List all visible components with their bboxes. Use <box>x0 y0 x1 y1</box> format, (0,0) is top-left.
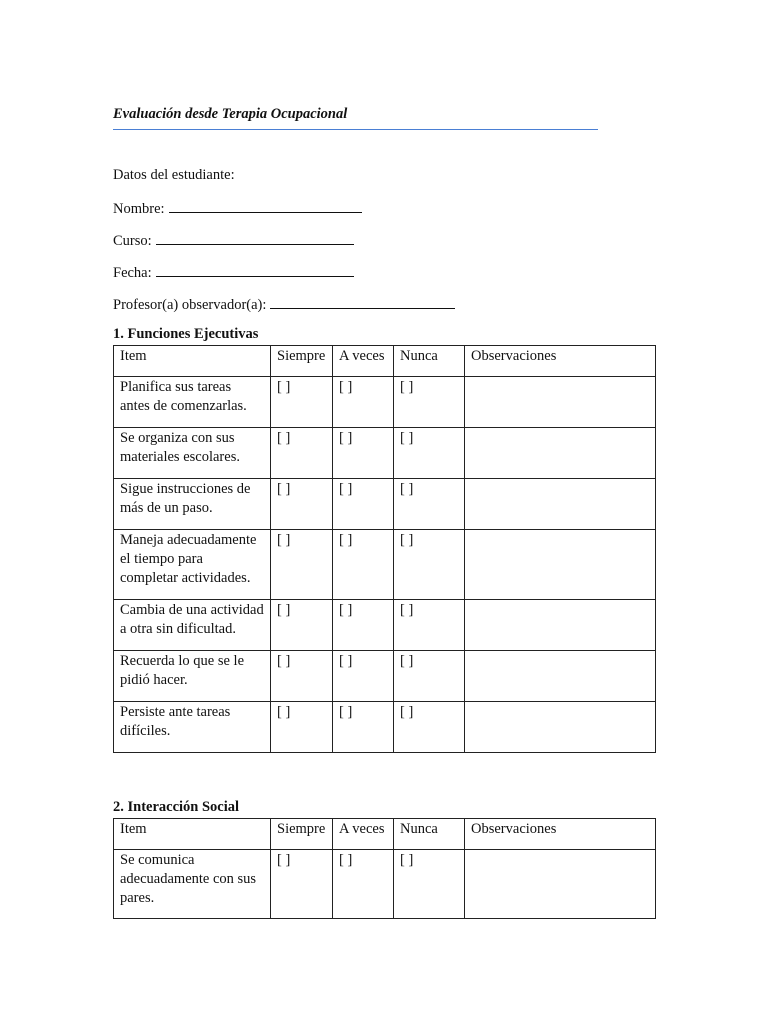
item-cell: Sigue instrucciones de más de un paso. <box>114 479 271 530</box>
check-always[interactable]: [ ] <box>271 479 333 530</box>
table-row <box>114 850 656 919</box>
observations-cell[interactable] <box>465 702 656 753</box>
observations-cell[interactable] <box>465 377 656 428</box>
check-never[interactable]: [ ] <box>394 850 465 919</box>
table-row <box>114 377 656 428</box>
item-cell: Planifica sus tareas antes de comenzarlas. <box>114 377 271 428</box>
section-heading-executive-functions: 1. Funciones Ejecutivas <box>113 326 259 342</box>
observations-cell[interactable] <box>465 850 656 919</box>
column-header-item: Item <box>114 819 271 850</box>
course-label: Curso: <box>113 233 152 249</box>
name-blank-line[interactable] <box>169 199 362 213</box>
column-header-observations: Observaciones <box>465 346 656 377</box>
social-interaction-table <box>113 818 656 919</box>
observations-cell[interactable] <box>465 600 656 651</box>
student-data-heading: Datos del estudiante: <box>113 167 235 183</box>
check-always[interactable]: [ ] <box>271 600 333 651</box>
column-header-never: Nunca <box>394 346 465 377</box>
title-underline <box>113 129 598 130</box>
check-always[interactable]: [ ] <box>271 702 333 753</box>
check-always[interactable]: [ ] <box>271 377 333 428</box>
check-never[interactable]: [ ] <box>394 479 465 530</box>
observer-blank-line[interactable] <box>270 295 455 309</box>
column-header-always: Siempre <box>271 346 333 377</box>
column-header-item: Item <box>114 346 271 377</box>
table-row <box>114 651 656 702</box>
check-never[interactable]: [ ] <box>394 600 465 651</box>
observations-cell[interactable] <box>465 428 656 479</box>
item-cell: Cambia de una actividad a otra sin dificultad. <box>114 600 271 651</box>
check-sometimes[interactable]: [ ] <box>333 850 394 919</box>
check-sometimes[interactable]: [ ] <box>333 479 394 530</box>
name-field <box>113 199 362 218</box>
item-cell: Recuerda lo que se le pidió hacer. <box>114 651 271 702</box>
executive-functions-table <box>113 345 656 753</box>
table-header-row <box>114 346 656 377</box>
column-header-sometimes: A veces <box>333 346 394 377</box>
table-row <box>114 530 656 600</box>
item-cell: Persiste ante tareas difíciles. <box>114 702 271 753</box>
check-sometimes[interactable]: [ ] <box>333 530 394 600</box>
table-row <box>114 702 656 753</box>
column-header-always: Siempre <box>271 819 333 850</box>
check-never[interactable]: [ ] <box>394 651 465 702</box>
date-blank-line[interactable] <box>156 263 354 277</box>
observations-cell[interactable] <box>465 530 656 600</box>
check-never[interactable]: [ ] <box>394 702 465 753</box>
check-sometimes[interactable]: [ ] <box>333 600 394 651</box>
column-header-observations: Observaciones <box>465 819 656 850</box>
column-header-sometimes: A veces <box>333 819 394 850</box>
table-row <box>114 428 656 479</box>
check-always[interactable]: [ ] <box>271 651 333 702</box>
check-sometimes[interactable]: [ ] <box>333 651 394 702</box>
document-title: Evaluación desde Terapia Ocupacional <box>113 106 348 122</box>
item-cell: Maneja adecuadamente el tiempo para completar actividades. <box>114 530 271 600</box>
table-row <box>114 600 656 651</box>
check-never[interactable]: [ ] <box>394 530 465 600</box>
name-label: Nombre: <box>113 201 165 217</box>
table-row <box>114 479 656 530</box>
item-cell: Se comunica adecuadamente con sus pares. <box>114 850 271 919</box>
date-label: Fecha: <box>113 265 152 281</box>
observations-cell[interactable] <box>465 479 656 530</box>
observer-field <box>113 295 455 314</box>
course-field <box>113 231 354 250</box>
check-always[interactable]: [ ] <box>271 850 333 919</box>
section-heading-social-interaction: 2. Interacción Social <box>113 799 240 815</box>
check-sometimes[interactable]: [ ] <box>333 377 394 428</box>
table-header-row <box>114 819 656 850</box>
item-cell: Se organiza con sus materiales escolares. <box>114 428 271 479</box>
check-never[interactable]: [ ] <box>394 428 465 479</box>
course-blank-line[interactable] <box>156 231 354 245</box>
check-always[interactable]: [ ] <box>271 530 333 600</box>
check-always[interactable]: [ ] <box>271 428 333 479</box>
check-never[interactable]: [ ] <box>394 377 465 428</box>
check-sometimes[interactable]: [ ] <box>333 428 394 479</box>
column-header-never: Nunca <box>394 819 465 850</box>
observations-cell[interactable] <box>465 651 656 702</box>
check-sometimes[interactable]: [ ] <box>333 702 394 753</box>
observer-label: Profesor(a) observador(a): <box>113 297 267 313</box>
date-field <box>113 263 354 282</box>
